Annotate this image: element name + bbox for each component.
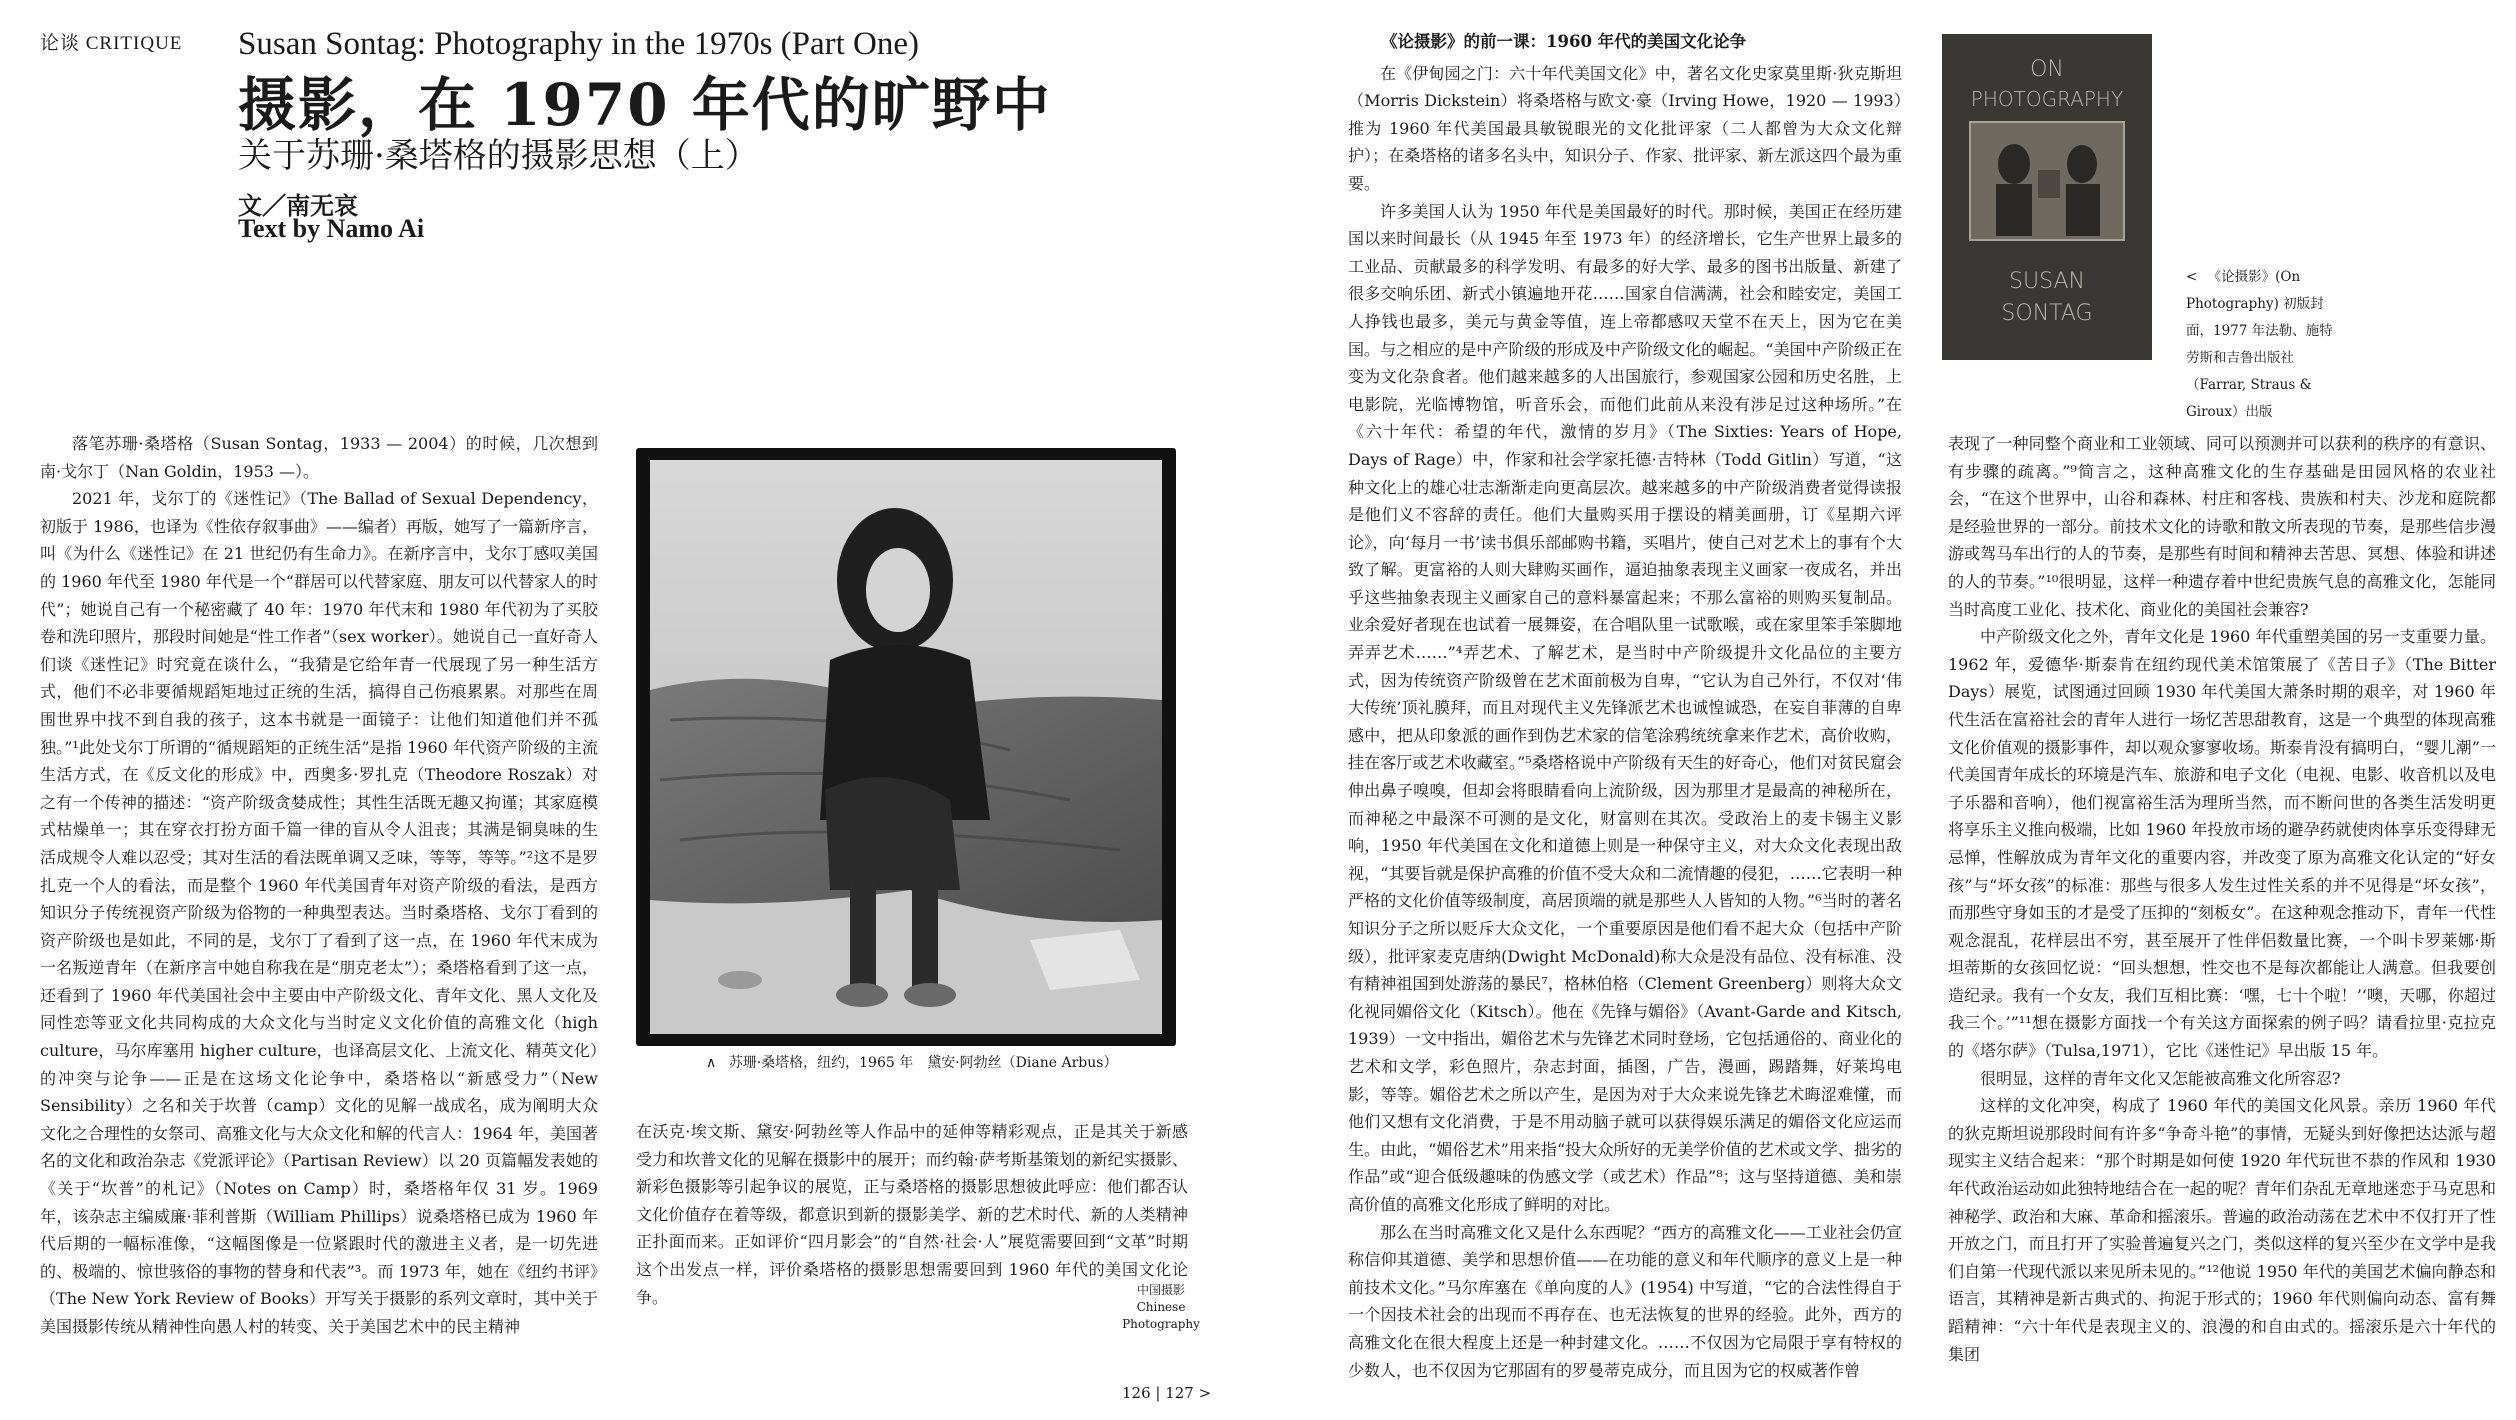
- article-title-zh: 摄影，在 1970 年代的旷野中: [238, 71, 1052, 139]
- text-column-3: [1348, 28, 1902, 1380]
- photo-image: [650, 460, 1162, 1034]
- paragraph: 这样的文化冲突，构成了 1960 年代的美国文化风景。亲历 1960 年代的狄克斯坦说那段时间有许多“争奇斗艳”的事情，无疑头到好像把达达派与超现实主义结合起来：“那个时期是如何使 1920 年代玩世不恭的作风和 1930 年代政治运动如此独特地结合在一起的呢？青年们杂乱无章地迷恋于马克思和神秘学、政治和大麻、革命和摇滚乐。普遍的政治动荡在艺术中不仅打开了性开放之门，而且打开了实验普遍复兴之门，类似这样的复兴至少在文学中是我们自第一代现代派以来见所未见的。”¹²他说 1950 年代的美国艺术偏向静态和语言，其精神是新古典式的、拘泥于形式的；1960 年代则偏向动态、富有舞蹈精神：“六十年代是表现主义的、浪漫的和自由式的。摇滚乐是六十年代的集团: [1948, 1096, 2496, 1364]
- magazine-label-en-1: Chinese: [1136, 1300, 1186, 1314]
- photo-illustration: [650, 460, 1162, 1034]
- book-cover-author-2: SONTAG: [2001, 301, 2093, 326]
- author-zh: 文／南无哀: [238, 191, 358, 220]
- book-caption: [2186, 264, 2346, 426]
- caption-arrow: ∧: [706, 1055, 717, 1071]
- paragraph: 中产阶级文化之外，青年文化是 1960 年代重塑美国的另一支重要力量。1962 年，爱德华·斯泰肯在纽约现代美术馆策展了《苦日子》（The Bitter Days）展览，试图通过回顾 1930 年代美国大萧条时期的艰辛，对 1960 年代生活在富裕社会的青年人进行一场忆苦思甜教育，这是一个典型的体现高雅文化价值观的摄影事件，却以观众寥寥收场。斯泰肯没有搞明白，“婴儿潮”一代美国青年成长的环境是汽车、旅游和电子文化（电视、电影、收音机以及电子乐器和音响），他们视富裕生活为理所当然，而不断问世的各类生活发明更将享乐主义推向极端，比如 1960 年投放市场的避孕药就使肉体享乐变得肆无忌惮，性解放成为青年文化的重要内容，并改变了原为高雅文化认定的“好女孩”与“坏女孩”的标准：那些与很多人发生过性关系的并不见得是“坏女孩”，而那些守身如玉的才是受了压抑的“刻板女”。在这种观念推动下，青年一代性观念混乱，花样层出不穷，甚至展开了性伴侣数量比赛，一个叫卡罗莱娜·斯坦蒂斯的女孩回忆说：“回头想想，性交也不是每次都能让人满意。但我要创造纪录。我有一个女友，我们互相比赛：‘嘿，七十个啦！’‘噢，天哪，你超过我三个。’”¹¹想在摄影方面找一个有关这方面探索的例子吗？请看拉里·克拉克的《塔尔萨》（Tulsa,1971），它比《迷性记》早出版 15 年。: [1948, 627, 2496, 1061]
- magazine-label-zh: 中国摄影: [1136, 1283, 1185, 1297]
- text-column-4: [1948, 430, 2496, 1364]
- book-cover-title-2: PHOTOGRAPHY: [1970, 87, 2124, 111]
- paragraph: 在《伊甸园之门：六十年代美国文化》中，著名文化史家莫里斯·狄克斯坦（Morris Dickstein）将桑塔格与欧文·豪（Irving Howe，1920 — 1993）推为 1960 年代美国最具敏锐眼光的文化批评家（二人都曾为大众文化辩护）；在桑塔格的诸多名头中，知识分子、作家、批评家、新左派这四个最为重要。: [1348, 63, 1902, 193]
- book-caption-text: 《论摄影》(On Photography) 初版封面，1977 年法勒、施特劳斯和吉鲁出版社（Farrar, Straus & Giroux）出版: [2186, 269, 2333, 420]
- author-en: Text by Namo Ai: [238, 214, 425, 243]
- photo-caption: [706, 1052, 1117, 1072]
- paragraph: 很明显，这样的青年文化又怎能被高雅文化所容忍?: [1980, 1068, 2341, 1088]
- book-caption-arrow: <: [2186, 269, 2198, 285]
- paragraph: 表现了一种同整个商业和工业领域、同可以预测并可以获利的秩序的有意识、有步骤的疏离。”⁹简言之，这种高雅文化的生存基础是田园风格的农业社会，“在这个世界中，山谷和森林、村庄和客栈、贵族和村夫、沙龙和庭院都是经验世界的一部分。前技术文化的诗歌和散文所表现的节奏，是那些信步漫游或驾马车出行的人的节奏，是那些有时间和精神去苦思、冥想、体验和讲述的人的节奏。”¹⁰很明显，这样一种遗存着中世纪贵族气息的高雅文化，怎能同当时高度工业化、技术化、商业化的美国社会兼容?: [1948, 434, 2496, 619]
- book-cover-author-1: SUSAN: [2009, 269, 2085, 294]
- section-label: 论谈 CRITIQUE: [40, 33, 183, 54]
- book-cover-title-1: ON: [2030, 57, 2064, 82]
- caption-text: 苏珊·桑塔格，纽约，1965 年 黛安·阿勃丝（Diane Arbus）: [728, 1055, 1118, 1071]
- section-heading: 《论摄影》的前一课：1960 年代的美国文化论争: [1381, 32, 1747, 51]
- paragraph: 落笔苏珊·桑塔格（Susan Sontag，1933 — 2004）的时候，几次想到南·戈尔丁（Nan Goldin，1953 —）。: [40, 434, 598, 481]
- magazine-label-en-2: Photography: [1122, 1317, 1200, 1331]
- text-column-2: [636, 1118, 1188, 1338]
- paragraph: 许多美国人认为 1950 年代是美国最好的时代。那时候，美国正在经历建国以来时间最长（从 1945 年至 1973 年）的经济增长，它生产世界上最多的工业品、贡献最多的科学发明、有最多的好大学、最多的图书出版量、新建了很多交响乐团、新式小镇遍地开花……国家自信满满，社会和睦安定，美国工人挣钱也最多，美元与黄金等值，连上帝都感叹天堂不在天上，因为它在美国。与之相应的是中产阶级的形成及中产阶级文化的崛起。“美国中产阶级正在变为文化杂食者。他们越来越多的人出国旅行，参观国家公园和历史名胜，上电影院，光临博物馆，听音乐会，而他们此前从来没有涉足过这种场所。”在《六十年代：希望的年代，激情的岁月》（The Sixties: Years of Hope, Days of Rage）中，作家和社会学家托德·吉特林（Todd Gitlin）写道，“这种文化上的雄心壮志渐渐走向更高层次。越来越多的中产阶级消费者觉得读报是他们义不容辞的责任。他们大量购买用于摆设的精美画册，订《星期六评论》，向‘每月一书’读书俱乐部邮购书籍，买唱片，使自己对艺术上的事有个大致了解。更富裕的人则大肆购买画作，逼迫抽象表现主义画家一夜成名，并出乎这些抽象表现主义画家自己的意料暴富起来；不那么富裕的则购买复制品。业余爱好者现在也试着一展舞姿，在合唱队里一试歌喉，或在家里笨手笨脚地弄弄艺术……”⁴弄艺术、了解艺术，是当时中产阶级提升文化品位的主要方式，因为传统资产阶级曾在艺术面前极为自卑，“它认为自己外行，不仅对‘伟大传统’顶礼膜拜，而且对现代主义先锋派艺术也诚惶诚恐，在妄自菲薄的自卑感中，把从印象派的画作到伪艺术家的信笔涂鸦统统拿来作艺术，高价收购，挂在客厅或艺术收藏室。”⁵桑塔格说中产阶级有天生的好奇心，他们对贫民窟会伸出鼻子嗅嗅，但却会将眼睛看向上流阶级，因为那里才是最高的神秘所在，而神秘之中最深不可测的是文化，财富则在其次。受政治上的麦卡锡主义影响，1950 年代美国在文化和道德上则是一种保守主义，对大众文化表现出敌视，“其要旨就是保护高雅的价值不受大众和二流情趣的侵犯，……它表明一种严格的文化价值等级制度，高居顶端的就是那些人人皆知的人物。”⁶当时的著名知识分子之所以贬斥大众文化，一个重要原因是他们看不起大众（包括中产阶级），批评家麦克唐纳(Dwight McDonald)称大众是没有品位、没有标准、没有精神祖国到处游荡的暴民⁷，格林伯格（Clement Greenberg）则将大众文化视同媚俗文化（Kitsch）。他在《先锋与媚俗》（Avant-Garde and Kitsch, 1939）一文中指出，媚俗艺术与先锋艺术同时登场，它包括通俗的、商业化的艺术和文学，彩色照片，杂志封面，插图，广告，漫画，踢踏舞，好莱坞电影，等等。媚俗艺术之所以产生，是因为对于大众来说先锋艺术晦涩难懂，而他们又想有文化消费，于是不用动脑子就可以获得娱乐满足的媚俗文化应运而生。由此，“媚俗艺术”用来指“投大众所好的无美学价值的艺术或文学、拙劣的作品”或“迎合低级趣味的伪感文学（或艺术）作品”⁸；这与坚持道德、美和崇高价值的高雅文化形成了鲜明的对比。: [1348, 201, 1902, 1214]
- book-cover: [1942, 34, 2152, 360]
- paragraph: 那么在当时高雅文化又是什么东西呢？“西方的高雅文化——工业社会仍宣称信仰其道德、美学和思想价值——在功能的意义和年代顺序的意义上是一种前技术文化。”马尔库塞在《单向度的人》(1954) 中写道，“它的合法性得自于一个因技术社会的出现而不再存在、也无法恢复的世界的经验。此外，西方的高雅文化在很大程度上还是一种封建文化。……不仅因为它局限于享有特权的少数人，也不仅因为它那固有的罗曼蒂克成分，而且因为它的权威著作曾: [1348, 1222, 1902, 1380]
- portrait-photo: [636, 448, 1176, 1046]
- page-numbers: 126 | 127 >: [1122, 1384, 1212, 1402]
- text-column-1: [40, 430, 598, 1340]
- book-cover-art: [1942, 34, 2152, 360]
- paragraph: 在沃克·埃文斯、黛安·阿勃丝等人作品中的延伸等精彩观点，正是其关于新感受力和坎普文化的见解在摄影中的展开；而约翰·萨考斯基策划的新纪实摄影、新彩色摄影等引起争议的展览，正与桑塔格的摄影思想彼此呼应：他们都否认文化价值存在着等级，都意识到新的摄影美学、新的艺术时代、新的人类精神正扑面而来。正如评价“四月影会”的“自然·社会·人”展览需要回到“文革”时期这个出发点一样，评价桑塔格的摄影思想需要回到 1960 年代的美国文化论争。: [636, 1122, 1188, 1307]
- article-title-en: Susan Sontag: Photography in the 1970s (Part One): [238, 26, 920, 62]
- magazine-label: [1122, 1282, 1200, 1333]
- paragraph: 2021 年，戈尔丁的《迷性记》（The Ballad of Sexual Dependency，初版于 1986，也译为《性依存叙事曲》——编者）再版，她写了一篇新序言，叫《为什么《迷性记》在 21 世纪仍有生命力》。在新序言中，戈尔丁感叹美国的 1960 年代至 1980 年代是一个“群居可以代替家庭、朋友可以代替家人的时代”；她说自己有一个秘密藏了 40 年：1970 年代末和 1980 年代初为了买胶卷和洗印照片，那段时间她是“性工作者”（sex worker）。她说自己一直好奇人们谈《迷性记》时究竟在谈什么，“我猜是它给年青一代展现了另一种生活方式，他们不必非要循规蹈矩地过正统的生活，搞得自己伤痕累累。对那些在周围世界中找不到自我的孩子，这本书就是一面镜子：让他们知道他们并不孤独。”¹此处戈尔丁所谓的“循规蹈矩的正统生活”是指 1960 年代资产阶级的主流生活方式，在《反文化的形成》中，西奥多·罗扎克（Theodore Roszak）对之有一个传神的描述：“资产阶级贪婪成性；其性生活既无趣又拘谨；其家庭模式枯燥单一；其在穿衣打扮方面千篇一律的盲从令人沮丧；其满是铜臭味的生活成规令人难以忍受；其对生活的看法既单调又乏味，等等，等等。”²这不是罗扎克一个人的看法，而是整个 1960 年代美国青年对资产阶级的看法，是西方知识分子传统视资产阶级为俗物的一种典型表达。当时桑塔格、戈尔丁看到的资产阶级也是如此，不同的是，戈尔丁了看到了这一点，在 1960 年代末成为一名叛逆青年（在新序言中她自称我在是“朋克老太”）；桑塔格看到了这一点，还看到了 1960 年代美国社会中主要由中产阶级文化、青年文化、黑人文化及同性恋等亚文化共同构成的大众文化与当时定义文化价值的高雅文化（high culture，马尔库塞用 higher culture，也译高层文化、上流文化、精英文化）的冲突与论争——正是在这场文化论争中，桑塔格以“新感受力”（New Sensibility）之名和关于坎普（camp）文化的见解一战成名，成为阐明大众文化之合理性的女祭司、高雅文化与大众文化和解的代言人：1964 年，美国著名的文化和政治杂志《党派评论》（Partisan Review）以 20 页篇幅发表她的《关于“坎普”的札记》（Notes on Camp）时，桑塔格年仅 31 岁。1969 年，该杂志主编威廉·菲利普斯（William Phillips）说桑塔格已成为 1960 年代后期的一幅标准像，“这幅图像是一位紧跟时代的激进主义者，是一切先进的、极端的、惊世骇俗的事物的替身和代表”³。而 1973 年，她在《纽约书评》（The New York Review of Books）开写关于摄影的系列文章时，其中关于美国摄影传统从精神性向愚人村的转变、关于美国艺术中的民主精神: [40, 489, 598, 1336]
- article-subtitle-zh: 关于苏珊·桑塔格的摄影思想（上）: [238, 136, 759, 176]
